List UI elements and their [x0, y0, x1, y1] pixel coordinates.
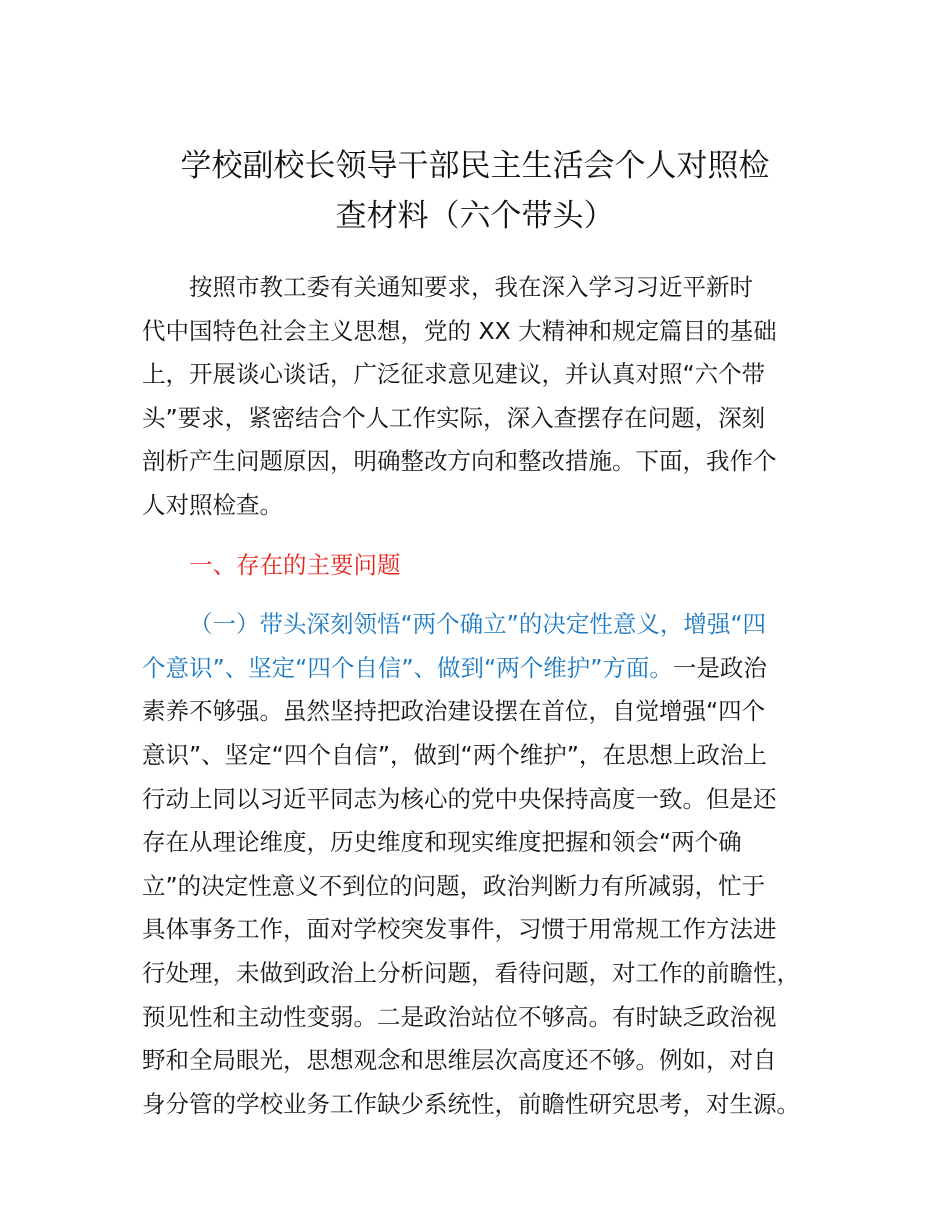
section-heading: 一、存在的主要问题 — [189, 550, 401, 579]
body-line-4: 存在从理论维度，历史维度和现实维度把握和领会“两个确 — [142, 828, 742, 857]
intro-line-5: 剖析产生问题原因，明确整改方向和整改措施。下面，我作个 — [142, 447, 777, 476]
body-line-9: 野和全局眼光，思想观念和思维层次高度还不够。例如，对自 — [142, 1046, 777, 1075]
subsection-heading-line-1: （一）带头深刻领悟“两个确立”的决定性意义，增强“四 — [189, 610, 767, 639]
body-line-3: 行动上同以习近平同志为核心的党中央保持高度一致。但是还 — [142, 784, 777, 813]
paragraph-gap — [142, 528, 834, 544]
body-line-10: 身分管的学校业务工作缺少系统性，前瞻性研究思考，对生源。 — [142, 1089, 800, 1118]
subsection-body-start: 一是政治 — [672, 653, 767, 682]
document-title — [140, 141, 810, 241]
body-line-8: 预见性和主动性变弱。二是政治站位不够高。有时缺乏政治视 — [142, 1002, 777, 1031]
title-line-2: 查材料（六个带头） — [335, 198, 615, 234]
subsection-heading-line-2 — [142, 647, 834, 691]
intro-line-4: 头”要求，紧密结合个人工作实际，深入查摆存在问题，深刻 — [142, 403, 766, 432]
body-line-6: 具体事务工作，面对学校突发事件，习惯于用常规工作方法进 — [142, 915, 777, 944]
subsection-heading-tail: 个意识”、坚定“四个自信”、做到“两个维护”方面。 — [142, 653, 673, 682]
body-line-1: 素养不够强。虽然坚持把政治建设摆在首位，自觉增强“四个 — [142, 697, 766, 726]
intro-line-2: 代中国特色社会主义思想，党的 XX 大精神和规定篇目的基础 — [142, 316, 777, 345]
paragraph-gap — [142, 587, 834, 603]
intro-line-1: 按照市教工委有关通知要求，我在深入学习习近平新时 — [189, 273, 753, 301]
intro-line-3: 上，开展谈心谈话，广泛征求意见建议，并认真对照“六个带 — [142, 360, 766, 389]
intro-line-6: 人对照检查。 — [142, 490, 283, 519]
body-line-7: 行处理，未做到政治上分析问题，看待问题，对工作的前瞻性， — [142, 958, 800, 987]
title-line-1: 学校副校长领导干部民主生活会个人对照检 — [180, 148, 770, 184]
body-line-2: 意识”、坚定“四个自信”，做到“两个维护”，在思想上政治上 — [142, 740, 767, 769]
document-body — [142, 266, 834, 1126]
body-line-5: 立”的决定性意义不到位的问题，政治判断力有所减弱，忙于 — [142, 871, 766, 900]
